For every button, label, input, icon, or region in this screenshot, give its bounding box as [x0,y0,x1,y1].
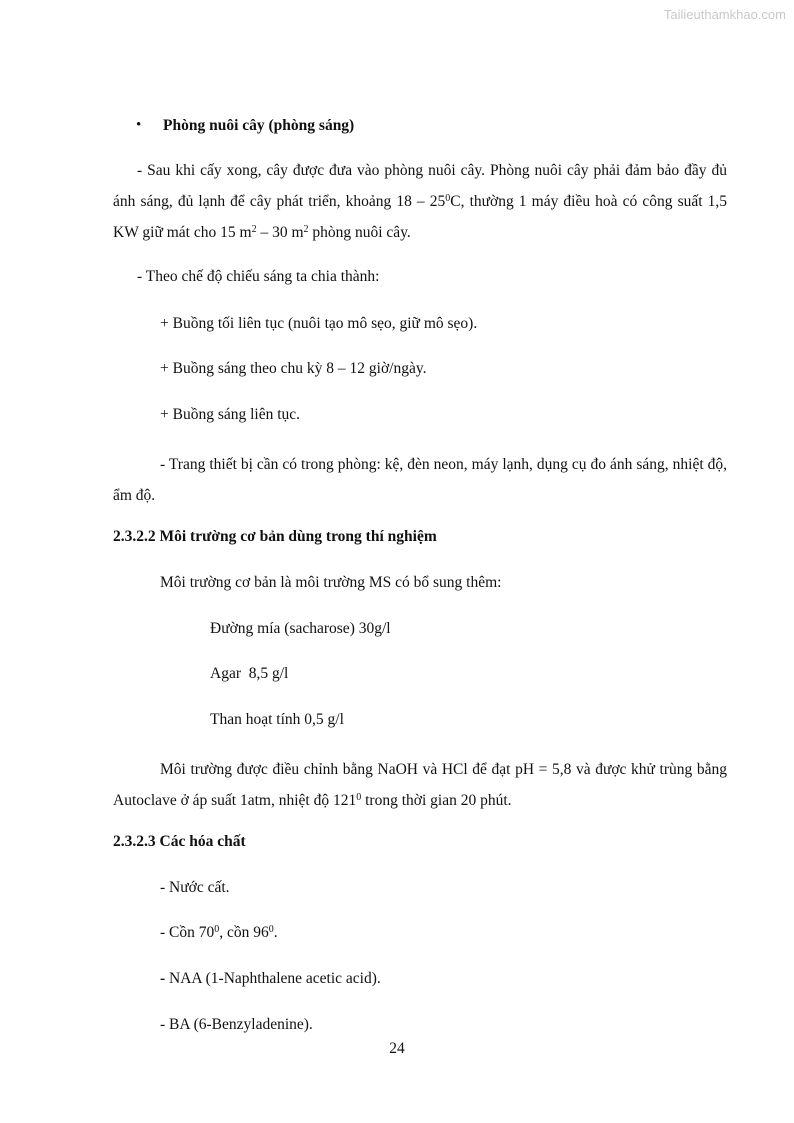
supplement-item: Than hoạt tính 0,5 g/l [210,711,344,728]
room-paragraph-part-c: – 30 m [256,224,304,241]
chemical-item: - BA (6-Benzyladenine). [160,1016,313,1033]
alcohol-text-b: , cồn 96 [219,924,269,941]
watermark: Tailieuthamkhao.com [663,7,786,22]
bullet-icon: • [136,117,142,133]
list-item: + Buồng sáng theo chu kỳ 8 – 12 giờ/ngày. [160,360,427,377]
lighting-intro: - Theo chế độ chiếu sáng ta chia thành: [137,268,380,285]
chemical-naa-text: NAA (1-Naphthalene acetic acid). [165,970,381,987]
degree-superscript: 0 [356,792,362,803]
chemical-item [160,924,278,942]
sterilization-part-a: Môi trường được điều chỉnh bằng NaOH và HCl để đạt pH = 5,8 và được khử trùng bằng Autoclave ở áp suất 1atm, nhiệt độ 121 [113,761,727,809]
area-superscript: 2 [251,224,257,235]
degree-superscript: 0 [268,924,274,935]
supplement-item: Đường mía (sacharose) 30g/l [210,620,391,637]
medium-intro: Môi trường cơ bản là môi trường MS có bổ sung thêm: [160,574,502,591]
sterilization-part-b: trong thời gian 20 phút. [361,792,512,809]
chemicals-heading: 2.3.2.3 Các hóa chất [113,833,246,850]
chemical-item: - Nước cất. [160,879,230,896]
alcohol-text-a: - Cồn 70 [160,924,215,941]
page-number: 24 [389,1040,405,1057]
list-item: + Buồng sáng liên tục. [160,406,301,423]
room-title: Phòng nuôi cây (phòng sáng) [163,117,355,134]
chemical-dash: - [160,970,166,987]
area-superscript: 2 [303,224,309,235]
room-paragraph [113,155,727,248]
room-paragraph-part-b: C, thường 1 máy điều hoà có công suất 1,5 KW giữ mát cho 15 m [113,193,727,241]
degree-superscript: 0 [214,924,220,935]
medium-heading: 2.3.2.2 Môi trường cơ bản dùng trong thí nghiệm [113,528,437,545]
supplement-item: Agar 8,5 g/l [210,665,289,682]
sterilization-paragraph [113,754,727,816]
room-paragraph-part-a: - Sau khi cấy xong, cây được đưa vào phòng nuôi cây. Phòng nuôi cây phải đảm bảo đầy đủ ánh sáng, đủ lạnh để cây phát triển, khoảng 18 – 25 [113,162,727,210]
alcohol-text-c: . [273,924,278,941]
chemical-item [160,970,381,988]
degree-superscript: 0 [445,193,451,204]
room-paragraph-part-d: phòng nuôi cây. [308,224,411,241]
list-item: + Buồng tối liên tục (nuôi tạo mô sẹo, giữ mô sẹo). [160,315,478,332]
equipment-paragraph: - Trang thiết bị cần có trong phòng: kệ, đèn neon, máy lạnh, dụng cụ đo ánh sáng, nhiệt độ, ẩm độ. [113,456,727,504]
